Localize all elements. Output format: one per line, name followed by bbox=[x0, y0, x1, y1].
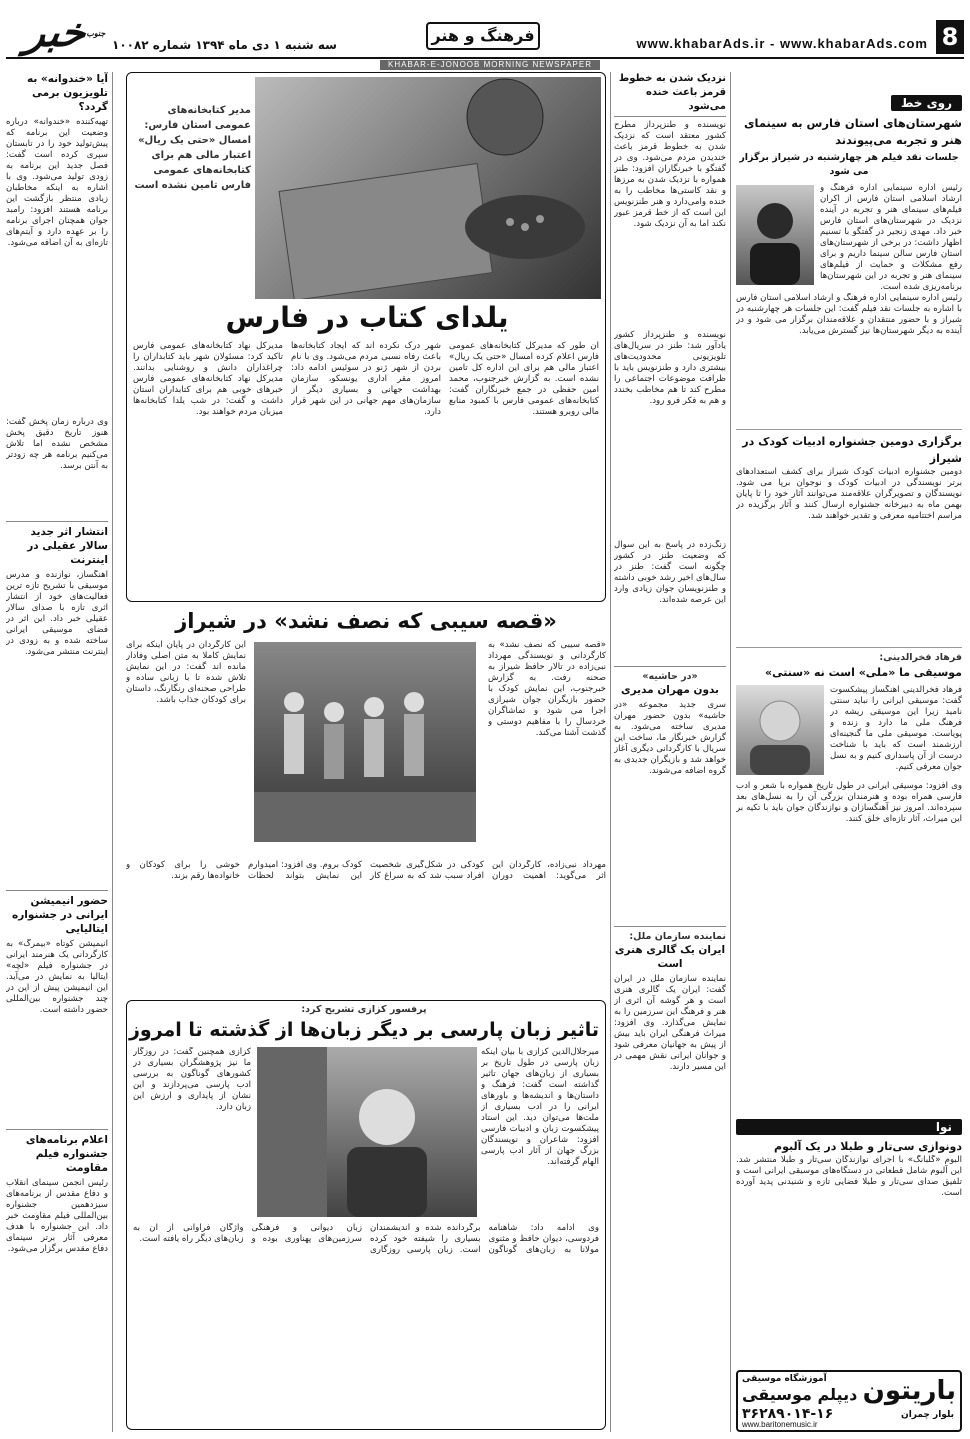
un-kicker: نماینده سازمان ملل: bbox=[614, 926, 726, 943]
fakhreddini-photo bbox=[736, 685, 824, 775]
cinema-body: رئیس اداره سینمایی اداره فرهنگ و ارشاد اسلامی استان فارس از اکران فیلم‌های سینمای هنر و تجربه در آینده نزدیک در شهرستان‌های استان فارس خبر داد. مهدی زنجیر در گفتگو با تسنیم اظهار داشت: در برخی از شهرستان‌های استان فارس سالن سینما داریم و برای رفع مشکلات و حمایت از فیلم‌های سینمای هنر و تجربه در این شهرستان‌ها برنامه‌ریزی شده است. bbox=[820, 183, 962, 292]
music-body-2: وی افزود: موسیقی ایرانی در طول تاریخ همواره با شعر و ادب فارسی همراه بوده و هنرمندان بزرگی آن را به نسل‌های بعد سپرده‌اند. امروز نیز آهنگسازان و نوازندگان جوان باید با تکیه بر این میراث، آثار تازه‌ای خلق کنند. bbox=[736, 781, 962, 824]
ad-address: بلوار چمران bbox=[901, 1410, 954, 1420]
nava-tag-wrap bbox=[736, 1119, 962, 1135]
music-block bbox=[736, 685, 962, 781]
column-left bbox=[6, 72, 108, 1432]
play-feature bbox=[126, 640, 606, 980]
actors-icon bbox=[254, 642, 476, 842]
roo-khat-tag-wrap bbox=[736, 92, 962, 111]
pomegranate-book-photo bbox=[255, 77, 601, 299]
resistance-festival-body: رئیس انجمن سینمای انقلاب و دفاع مقدس از برنامه‌های سیزدهمین جشنواره بین‌المللی فیلم مقاومت خبر داد. این جشنواره با هدف معرفی آثار برتر سینمای دفاع مقدس برگزار می‌شود. bbox=[6, 1178, 108, 1254]
masthead bbox=[0, 0, 970, 62]
stage-photo bbox=[254, 642, 476, 842]
satire-body: نویسنده و طنزپرداز مطرح کشور معتقد است که نزدیک شدن به خطوط قرمز باعث خندیدن مردم می‌شود. وی در گفتگو با خبرنگاران افزود: طنز همواره با نزدیک شدن به مرزها و نقد کاستی‌ها مخاطب را به خنده وامی‌دارد و هنر طنزنویس این است که از خط قرمز عبور نکند اما به آن نزدیک شود. bbox=[614, 120, 726, 229]
satire-body-2: نویسنده و طنزپرداز کشور یادآور شد: طنز در سریال‌های تلویزیونی محدودیت‌های بیشتری دارد و طنزنویس باید با ظرافت موضوعات اجتماعی را مطرح کند تا هم مخاطب بخندد و هم به فکر فرو رود. bbox=[614, 330, 726, 406]
aghili-headline: انتشار اثر جدید سالار عقیلی در اینترنت bbox=[6, 521, 108, 567]
yalda-body-3: مدیرکل نهاد کتابخانه‌های عمومی فارس تاکید کرد: مسئولان شهر باید کتابداران را چراغداران دانش و روشنایی بدانند. مدیرکل نهاد کتابخانه‌های عمومی فارس خبرهای خوبی هم برای کتابداران استان داشت و گفت: در شب یلدا کتابخانه‌ها میزبان مردم خواهند بود. bbox=[133, 341, 283, 417]
yalda-body-1: آن طور که مدیرکل کتابخانه‌های عمومی فارس اعلام کرده امسال «حتی یک ریال» اعتبار مالی هم برای این اداره کل تامین نشده است. به گزارش خبرجنوب، محمد امین حفظی در جمع خبرنگاران گفت: کتابخانه‌های عمومی فارس با کمبود منابع مالی روبرو هستند. bbox=[449, 341, 599, 417]
play-body-2: مهرداد نبی‌زاده، کارگردان این اثر می‌گوید: اهمیت دوران کودکی در شکل‌گیری شخصیت افراد سبب شد که به سراغ کار کودک بروم. وی افزود: امیدوارم این نمایش بتواند لحظات خوشی را برای کودکان و خانواده‌ها رقم بزند. bbox=[126, 860, 606, 881]
music-headline: موسیقی ما «ملی» است نه «سنتی» bbox=[765, 666, 962, 679]
logo-text: خبر bbox=[22, 9, 90, 56]
album-body: آلبوم «گلبانگ» با اجرای نوازندگان سی‌تار و طبلا منتشر شد. این آلبوم شامل قطعاتی در دستگاه‌های موسیقی ایرانی است و تلفیق صدای سی‌تار و طبلا فضایی تازه و شنیدنی پدید آورده است. bbox=[736, 1155, 962, 1198]
issue-date: سه شنبه ۱ دی ماه ۱۳۹۴ شماره ۱۰۰۸۲ bbox=[112, 38, 337, 52]
kazazi-photo bbox=[257, 1047, 477, 1217]
page-number: 8 bbox=[936, 20, 964, 54]
person-icon bbox=[257, 1047, 477, 1217]
music-author: فرهاد فخرالدینی: bbox=[736, 647, 962, 664]
column-divider bbox=[610, 72, 611, 1432]
animation-body: انیمیشن کوتاه «بیمرگ» به کارگردانی یک هنرمند ایرانی در جشنواره فیلم «لچه» ایتالیا به نمایش در می‌آید. این انیمیشن پیش از این در چند جشنواره بین‌المللی حضور داشته است. bbox=[6, 939, 108, 1015]
un-body: نماینده سازمان ملل در ایران گفت: ایران یک گالری هنری است و هر گوشه آن اثری از هنر و فرهنگ این سرزمین را به نمایش می‌گذارد. وی افزود: میراث فرهنگی ایران باید بیش از پیش به جهانیان معرفی شود و جوانان ایرانی نقش مهمی در این مسیر دارند. bbox=[614, 974, 726, 1072]
site-url[interactable]: www.khabarAds.ir - www.khabarAds.com bbox=[636, 36, 928, 51]
modiri-headline: بدون مهران مدیری bbox=[621, 684, 719, 696]
ad-title: دیپلم موسیقی bbox=[742, 1385, 858, 1404]
kazazi-feature bbox=[126, 1000, 606, 1430]
cinema-headline: شهرستان‌های استان فارس به سینمای هنر و تجربه می‌پیوندند bbox=[743, 116, 962, 147]
cinema-subheadline: جلسات نقد فیلم هر چهارشنبه در شیراز برگزار می شود bbox=[739, 152, 959, 177]
play-headline: «قصه سیبی که نصف نشد» در شیراز bbox=[175, 609, 557, 633]
dar-hashieh-title: «در حاشیه» bbox=[614, 666, 726, 683]
khandevaneh-body: تهیه‌کننده «خندوانه» درباره وضعیت این برنامه که پیش‌تولید خود را در تابستان سپری کرده است گفت: فصل جدید این برنامه به زودی تولید می‌شود. وی با اشاره به اینکه مخاطبان زیادی منتظر بازگشت این برنامه هستند افزود: رامبد جوان همچنان اجرای برنامه را بر عهده دارد و آیتم‌های تازه‌ای به آن اضافه می‌شود. bbox=[6, 117, 108, 248]
column-right bbox=[736, 72, 962, 1368]
person-icon bbox=[736, 685, 824, 775]
ad-name: باریتون bbox=[862, 1376, 956, 1406]
roo-khat-tag: روی خط bbox=[891, 95, 962, 111]
logo-sub: جنوب bbox=[86, 28, 107, 38]
un-headline: ایران یک گالری هنری است bbox=[614, 944, 726, 970]
satire-headline: نزدیک شدن به خطوط قرمز باعث خنده می‌شود bbox=[614, 72, 726, 117]
animation-headline: حضور انیمیشن ایرانی در جشنواره ایتالیایی bbox=[6, 890, 108, 936]
cinema-body-2: رئیس اداره سینمایی اداره فرهنگ و ارشاد اسلامی استان فارس با اشاره به جلسات نقد فیلم گفت: این جلسات هر چهارشنبه در شیراز و با حضور منتقدان و علاقه‌مندان برگزار می شود و در آینده به دیگر شهرستان‌ها نیز گسترش می‌یابد. bbox=[736, 293, 962, 336]
yalda-headline: یلدای کتاب در فارس bbox=[225, 301, 509, 334]
header-rule bbox=[6, 57, 964, 59]
music-body: فرهاد فخرالدینی آهنگساز پیشکسوت گفت: موسیقی ایرانی را نباید سنتی نامید زیرا این موسیقی ریشه در فرهنگ ملی ما دارد و زنده و پویاست. موسیقی ملی ما گنجینه‌ای ارزشمند است که باید با شناخت درست از آن پاسداری کنیم و به نسل جوان معرفی کنیم. bbox=[830, 685, 962, 772]
column-divider bbox=[112, 72, 113, 1432]
yalda-feature bbox=[126, 72, 606, 602]
play-body-3: این کارگردان در پایان اینکه برای نمایش کاملا به متن اصلی وفادار مانده اند گفت: در این نمایش تلاش شده تا با زبانی ساده و طراحی صحنه‌ای رنگارنگ، داستان برای کودکان جذاب باشد. bbox=[126, 640, 246, 705]
nava-tag: نوا bbox=[736, 1119, 962, 1135]
modiri-body: سری جدید مجموعه «در حاشیه» بدون حضور مهران مدیری ساخته می‌شود. به گزارش خبرنگار ما، ساخت این سریال با کارگردانی دیگری آغاز خواهد شد و بازیگران جدیدی به گروه اضافه می‌شوند. bbox=[614, 700, 726, 776]
satire-body-3: زنگ‌زده در پاسخ به این سوال که وضعیت طنز در کشور چگونه است گفت: طنز در سال‌های اخیر رشد خوبی داشته و طنزنویسان جوان زیادی وارد این عرصه شده‌اند. bbox=[614, 540, 726, 605]
khandevaneh-headline: آیا «خندوانه» به تلویزیون برمی گردد؟ bbox=[26, 73, 108, 113]
newspaper-logo bbox=[2, 8, 111, 58]
aghili-body: آهنگساز، نوازنده و مدرس موسیقی با تشریح تازه ترین فعالیت‌های خود از انتشار اثری تازه با صدای سالار عقیلی خبر داد. این اثر در فضای موسیقی ایرانی ساخته شده و به زودی در اینترنت منتشر می‌شود. bbox=[6, 570, 108, 657]
person-icon bbox=[736, 185, 814, 285]
children-festival-headline: برگزاری دومین جشنواره ادبیات کودک در شیراز bbox=[736, 429, 962, 467]
resistance-festival-headline: اعلام برنامه‌های جشنواره فیلم مقاومت bbox=[6, 1129, 108, 1175]
pomegranate-icon bbox=[255, 77, 601, 299]
kazazi-headline: تاثیر زبان پارسی بر دیگر زبان‌ها از گذشته تا امروز bbox=[128, 1019, 600, 1041]
children-festival-body: دومین جشنواره ادبیات کودک شیراز برای کشف استعدادهای برتر نویسندگی در ادبیات کودک و نوجوان برپا می شود. نویسندگان و تصویرگران علاقه‌مند می‌توانند آثار خود را تا پایان بهمن ماه به دبیرخانه جشنواره ارسال کنند و آثار برگزیده در مراسم اختتامیه معرفی و تقدیر خواهند شد. bbox=[736, 467, 962, 521]
khandevaneh-body-2: وی درباره زمان پخش گفت: هنوز تاریخ دقیق پخش مشخص نشده اما تلاش می‌کنیم برنامه هر چه زودتر به آنتن برسد. bbox=[6, 417, 108, 471]
column-divider bbox=[730, 72, 731, 1432]
paper-name-bar: KHABAR-E-JONOOB MORNING NEWSPAPER bbox=[380, 60, 600, 70]
kazazi-body-3: کزازی همچنین گفت: در روزگار ما نیز پژوهشگران بسیاری در کشورهای گوناگون به بررسی ادب پارسی می‌پردازند و این نشان از پایداری و ارزش این زبان دارد. bbox=[133, 1047, 251, 1112]
yalda-body-2: شهر درک نکرده اند که ایجاد کتابخانه‌ها باعث رفاه نسبی مردم می‌شود. وی با نام بردن از شهر ژنو در سوئیس ادامه داد: امروز مقر اداری یونسکو، سازمان بهداشت جهانی و بسیاری دیگر از سازمان‌های مهم جهانی در این شهر قرار دارد. bbox=[291, 341, 441, 417]
kazazi-body-1: میرجلال‌الدین کزازی با بیان اینکه زبان پارسی در طول تاریخ بر بسیاری از زبان‌های جهان تاثیر گذاشته است گفت: فرهنگ و داستان‌ها و اندیشه‌ها و باورهای ایرانی را در ادب بسیاری از ملت‌ها می‌توان دید. این استاد پیشکسوت زبان و ادبیات فارسی افزود: شاعران و نویسندگان بزرگ جهان از آثار ادب پارسی الهام گرفته‌اند. bbox=[481, 1047, 599, 1167]
ad-kicker: آموزشگاه موسیقی bbox=[742, 1374, 827, 1384]
kazazi-kicker: پرفسور کزازی تشریح کرد: bbox=[301, 1004, 427, 1015]
kazazi-body-2: وی ادامه داد: شاهنامه فردوسی، دیوان حافظ و مثنوی مولانا به زبان‌های گوناگون برگردانده شده و اندیشمندان بسیاری را شیفته خود کرده است. زبان پارسی روزگاری زبان دیوانی و فرهنگی سرزمین‌های پهناوری بوده و واژگان فراوانی از آن به زبان‌های دیگر راه یافته است. bbox=[133, 1223, 599, 1255]
ad-url[interactable]: www.baritonemusic.ir bbox=[742, 1420, 818, 1429]
baritone-ad[interactable] bbox=[736, 1370, 962, 1432]
portrait-photo bbox=[736, 185, 814, 285]
album-headline: دونوازی سی‌تار و طبلا در یک آلبوم bbox=[774, 1140, 962, 1153]
cinema-block bbox=[736, 183, 962, 293]
play-body-1: «قصه سیبی که نصف نشد» به کارگردانی و نویسندگی مهرداد نبی‌زاده در تالار حافظ شیراز به صحنه رفت. به گزارش خبرجنوب، این نمایش کودک با حضور بازیگران جوان شیرازی اجرا می شود و تماشاگران خردسال را با مفاهیم دوستی و گذشت آشنا می‌کند. bbox=[488, 640, 606, 738]
ad-phone: ۳۶۲۸۹۰۱۴-۱۶ bbox=[742, 1406, 834, 1422]
column-mid-right bbox=[614, 72, 726, 1368]
yalda-caption: مدیر کتابخانه‌های عمومی استان فارس: امسال «حتی یک ریال» اعتبار مالی هم برای کتابخانه‌های عمومی فارس تامین نشده است bbox=[134, 105, 251, 191]
section-title: فرهنگ و هنر bbox=[426, 22, 540, 50]
